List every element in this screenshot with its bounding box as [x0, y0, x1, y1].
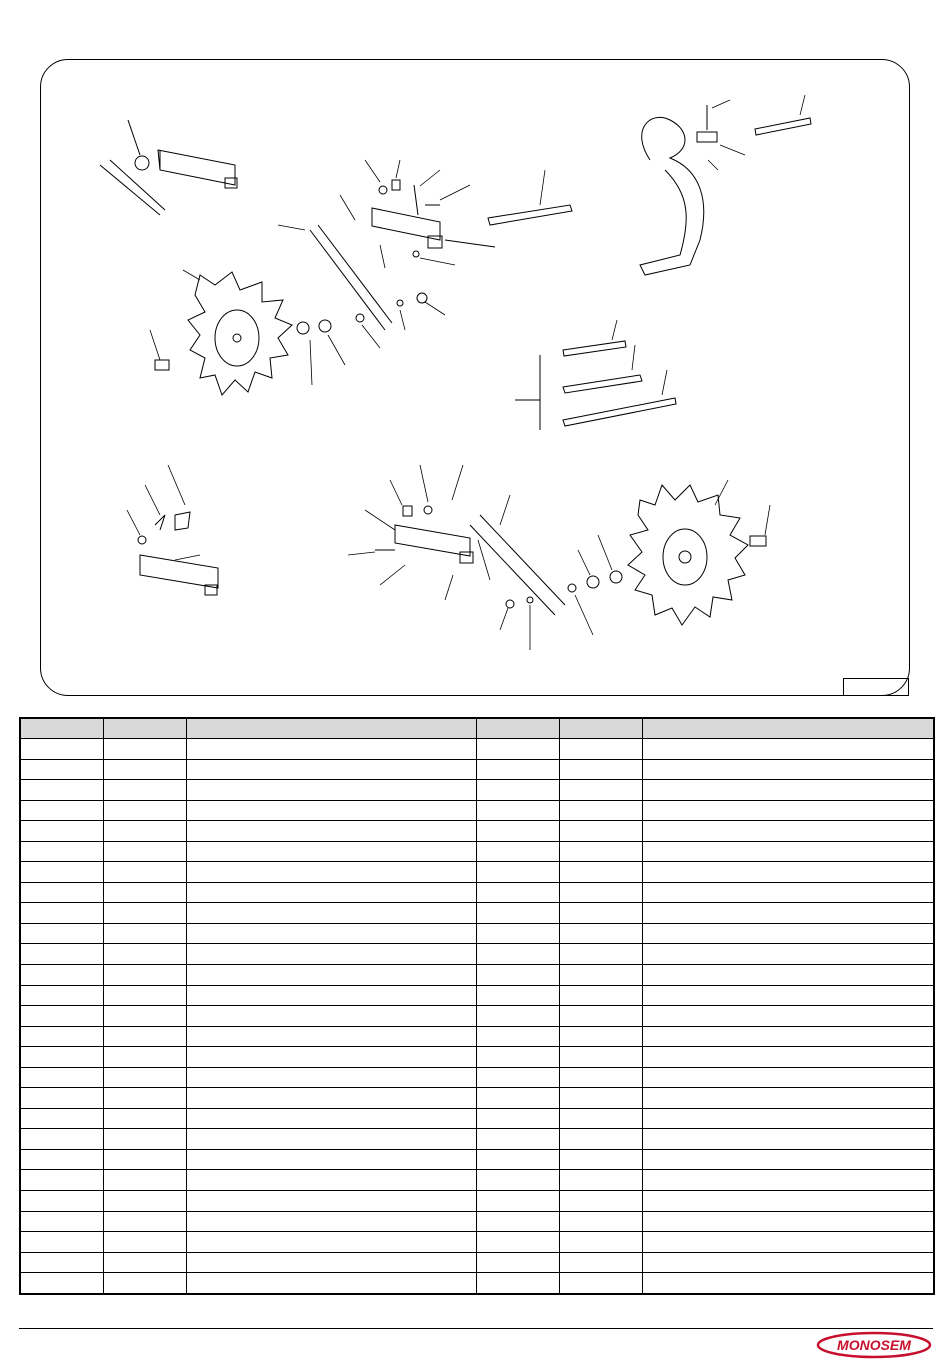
table-cell	[559, 739, 642, 760]
table-cell	[476, 800, 559, 821]
table-cell	[103, 1047, 186, 1068]
table-cell	[20, 944, 103, 965]
table-row	[20, 1006, 934, 1027]
column-header	[103, 718, 186, 739]
table-cell	[20, 1088, 103, 1109]
table-row	[20, 944, 934, 965]
table-cell	[642, 780, 934, 801]
table-cell	[20, 1047, 103, 1068]
table-cell	[642, 923, 934, 944]
table-cell	[103, 1129, 186, 1150]
table-cell	[559, 800, 642, 821]
table-cell	[20, 1108, 103, 1129]
table-cell	[642, 739, 934, 760]
table-cell	[20, 780, 103, 801]
footer-divider	[19, 1328, 933, 1329]
table-cell	[476, 1273, 559, 1294]
table-cell	[103, 759, 186, 780]
table-cell	[476, 1252, 559, 1273]
table-cell	[642, 1149, 934, 1170]
parts-table-header-row	[20, 718, 934, 739]
table-cell	[186, 1047, 476, 1068]
table-cell	[186, 1232, 476, 1253]
table-cell	[559, 1026, 642, 1047]
table-cell	[476, 985, 559, 1006]
table-cell	[20, 759, 103, 780]
table-cell	[103, 841, 186, 862]
table-cell	[559, 923, 642, 944]
table-cell	[20, 965, 103, 986]
table-cell	[20, 841, 103, 862]
table-cell	[559, 1191, 642, 1212]
table-cell	[186, 1026, 476, 1047]
table-cell	[476, 841, 559, 862]
table-cell	[186, 882, 476, 903]
table-row	[20, 1129, 934, 1150]
table-cell	[186, 780, 476, 801]
table-cell	[476, 1108, 559, 1129]
table-cell	[103, 1108, 186, 1129]
table-cell	[476, 965, 559, 986]
table-cell	[103, 1026, 186, 1047]
table-cell	[559, 1129, 642, 1150]
table-cell	[559, 862, 642, 883]
table-cell	[103, 923, 186, 944]
table-cell	[559, 1006, 642, 1027]
table-cell	[186, 739, 476, 760]
table-cell	[559, 1108, 642, 1129]
table-cell	[559, 1088, 642, 1109]
table-cell	[559, 780, 642, 801]
parts-list-table	[19, 717, 935, 1295]
table-row	[20, 1191, 934, 1212]
table-cell	[103, 800, 186, 821]
table-cell	[642, 862, 934, 883]
table-cell	[559, 1067, 642, 1088]
table-cell	[476, 923, 559, 944]
table-cell	[642, 1191, 934, 1212]
star-wheel-top	[155, 272, 427, 395]
table-cell	[186, 1067, 476, 1088]
table-row	[20, 841, 934, 862]
table-cell	[186, 800, 476, 821]
table-cell	[559, 1170, 642, 1191]
table-cell	[559, 882, 642, 903]
table-cell	[186, 1149, 476, 1170]
table-cell	[186, 1170, 476, 1191]
star-wheel-bottom	[628, 485, 766, 625]
table-row	[20, 903, 934, 924]
table-cell	[20, 800, 103, 821]
table-cell	[20, 903, 103, 924]
table-cell	[476, 1211, 559, 1232]
table-cell	[20, 985, 103, 1006]
table-cell	[642, 1129, 934, 1150]
table-cell	[103, 1170, 186, 1191]
table-cell	[559, 1232, 642, 1253]
table-cell	[20, 1273, 103, 1294]
bracket-assembly-bottom-center	[375, 506, 622, 615]
table-cell	[20, 923, 103, 944]
table-cell	[642, 1273, 934, 1294]
table-row	[20, 862, 934, 883]
table-cell	[642, 821, 934, 842]
table-cell	[20, 1067, 103, 1088]
table-cell	[186, 1088, 476, 1109]
table-cell	[559, 841, 642, 862]
table-cell	[103, 1149, 186, 1170]
table-cell	[20, 1149, 103, 1170]
table-cell	[476, 1232, 559, 1253]
table-cell	[186, 903, 476, 924]
column-header	[186, 718, 476, 739]
table-cell	[559, 1047, 642, 1068]
table-cell	[20, 1026, 103, 1047]
table-row	[20, 1108, 934, 1129]
table-cell	[20, 1252, 103, 1273]
table-cell	[103, 1006, 186, 1027]
table-cell	[20, 739, 103, 760]
table-cell	[20, 862, 103, 883]
table-row	[20, 1211, 934, 1232]
table-cell	[476, 739, 559, 760]
table-cell	[642, 985, 934, 1006]
table-cell	[186, 1252, 476, 1273]
table-cell	[186, 1006, 476, 1027]
bracket-assembly-bottom-left	[138, 512, 218, 595]
table-row	[20, 1273, 934, 1294]
parts-table-body	[20, 739, 934, 1295]
table-cell	[186, 821, 476, 842]
table-cell	[476, 882, 559, 903]
table-cell	[20, 1006, 103, 1027]
table-cell	[642, 1211, 934, 1232]
table-cell	[642, 882, 934, 903]
table-cell	[20, 1211, 103, 1232]
table-row	[20, 1252, 934, 1273]
table-cell	[186, 1108, 476, 1129]
table-cell	[103, 903, 186, 924]
table-cell	[20, 1170, 103, 1191]
table-cell	[186, 944, 476, 965]
table-cell	[642, 1067, 934, 1088]
table-row	[20, 1170, 934, 1191]
table-cell	[103, 739, 186, 760]
table-cell	[103, 985, 186, 1006]
table-cell	[103, 1088, 186, 1109]
table-cell	[103, 1191, 186, 1212]
table-cell	[476, 903, 559, 924]
table-row	[20, 780, 934, 801]
table-cell	[559, 759, 642, 780]
table-cell	[186, 1129, 476, 1150]
table-cell	[476, 1191, 559, 1212]
table-cell	[642, 1026, 934, 1047]
table-cell	[642, 759, 934, 780]
table-cell	[20, 821, 103, 842]
table-cell	[559, 944, 642, 965]
table-row	[20, 759, 934, 780]
table-row	[20, 1232, 934, 1253]
table-row	[20, 985, 934, 1006]
table-row	[20, 1026, 934, 1047]
table-row	[20, 1047, 934, 1068]
table-cell	[186, 841, 476, 862]
table-cell	[476, 759, 559, 780]
table-row	[20, 800, 934, 821]
table-cell	[642, 903, 934, 924]
table-cell	[642, 1170, 934, 1191]
table-cell	[642, 1047, 934, 1068]
column-header	[20, 718, 103, 739]
table-cell	[186, 759, 476, 780]
table-cell	[559, 1252, 642, 1273]
table-cell	[476, 1129, 559, 1150]
table-cell	[559, 985, 642, 1006]
table-cell	[476, 1026, 559, 1047]
svg-text:MONOSEM: MONOSEM	[837, 1337, 911, 1353]
table-cell	[186, 1211, 476, 1232]
table-row	[20, 739, 934, 760]
table-row	[20, 1088, 934, 1109]
table-cell	[476, 780, 559, 801]
table-cell	[186, 1191, 476, 1212]
table-cell	[103, 1252, 186, 1273]
table-cell	[103, 1211, 186, 1232]
table-cell	[186, 862, 476, 883]
bracket-assembly-center	[310, 180, 495, 330]
table-cell	[476, 1047, 559, 1068]
table-cell	[476, 944, 559, 965]
table-row	[20, 882, 934, 903]
table-cell	[103, 1067, 186, 1088]
table-cell	[103, 944, 186, 965]
table-cell	[559, 965, 642, 986]
monosem-logo	[816, 1331, 932, 1359]
table-cell	[20, 1191, 103, 1212]
table-row	[20, 1067, 934, 1088]
table-cell	[103, 882, 186, 903]
table-row	[20, 821, 934, 842]
table-cell	[642, 1006, 934, 1027]
table-cell	[642, 1088, 934, 1109]
table-cell	[20, 1129, 103, 1150]
table-cell	[642, 965, 934, 986]
table-cell	[642, 1108, 934, 1129]
table-cell	[20, 1232, 103, 1253]
table-cell	[103, 821, 186, 842]
table-cell	[559, 821, 642, 842]
table-cell	[559, 1149, 642, 1170]
table-cell	[103, 862, 186, 883]
table-cell	[559, 903, 642, 924]
arm-bracket-assembly-top-left	[100, 120, 237, 215]
table-cell	[186, 923, 476, 944]
table-cell	[642, 841, 934, 862]
table-cell	[186, 1273, 476, 1294]
table-cell	[476, 1088, 559, 1109]
table-cell	[476, 862, 559, 883]
spring-tine	[640, 105, 717, 275]
table-cell	[642, 1232, 934, 1253]
table-cell	[103, 780, 186, 801]
table-cell	[186, 965, 476, 986]
table-row	[20, 965, 934, 986]
table-cell	[476, 1006, 559, 1027]
table-cell	[103, 1273, 186, 1294]
table-cell	[642, 1252, 934, 1273]
table-cell	[103, 965, 186, 986]
table-row	[20, 1149, 934, 1170]
table-cell	[20, 882, 103, 903]
table-cell	[559, 1211, 642, 1232]
column-header	[642, 718, 934, 739]
column-header	[476, 718, 559, 739]
table-cell	[642, 800, 934, 821]
table-cell	[103, 1232, 186, 1253]
table-cell	[476, 821, 559, 842]
table-cell	[476, 1149, 559, 1170]
table-cell	[642, 944, 934, 965]
table-cell	[476, 1067, 559, 1088]
diagram-reference-code	[843, 678, 909, 696]
table-cell	[559, 1273, 642, 1294]
table-cell	[476, 1170, 559, 1191]
table-cell	[186, 985, 476, 1006]
column-header	[559, 718, 642, 739]
table-row	[20, 923, 934, 944]
